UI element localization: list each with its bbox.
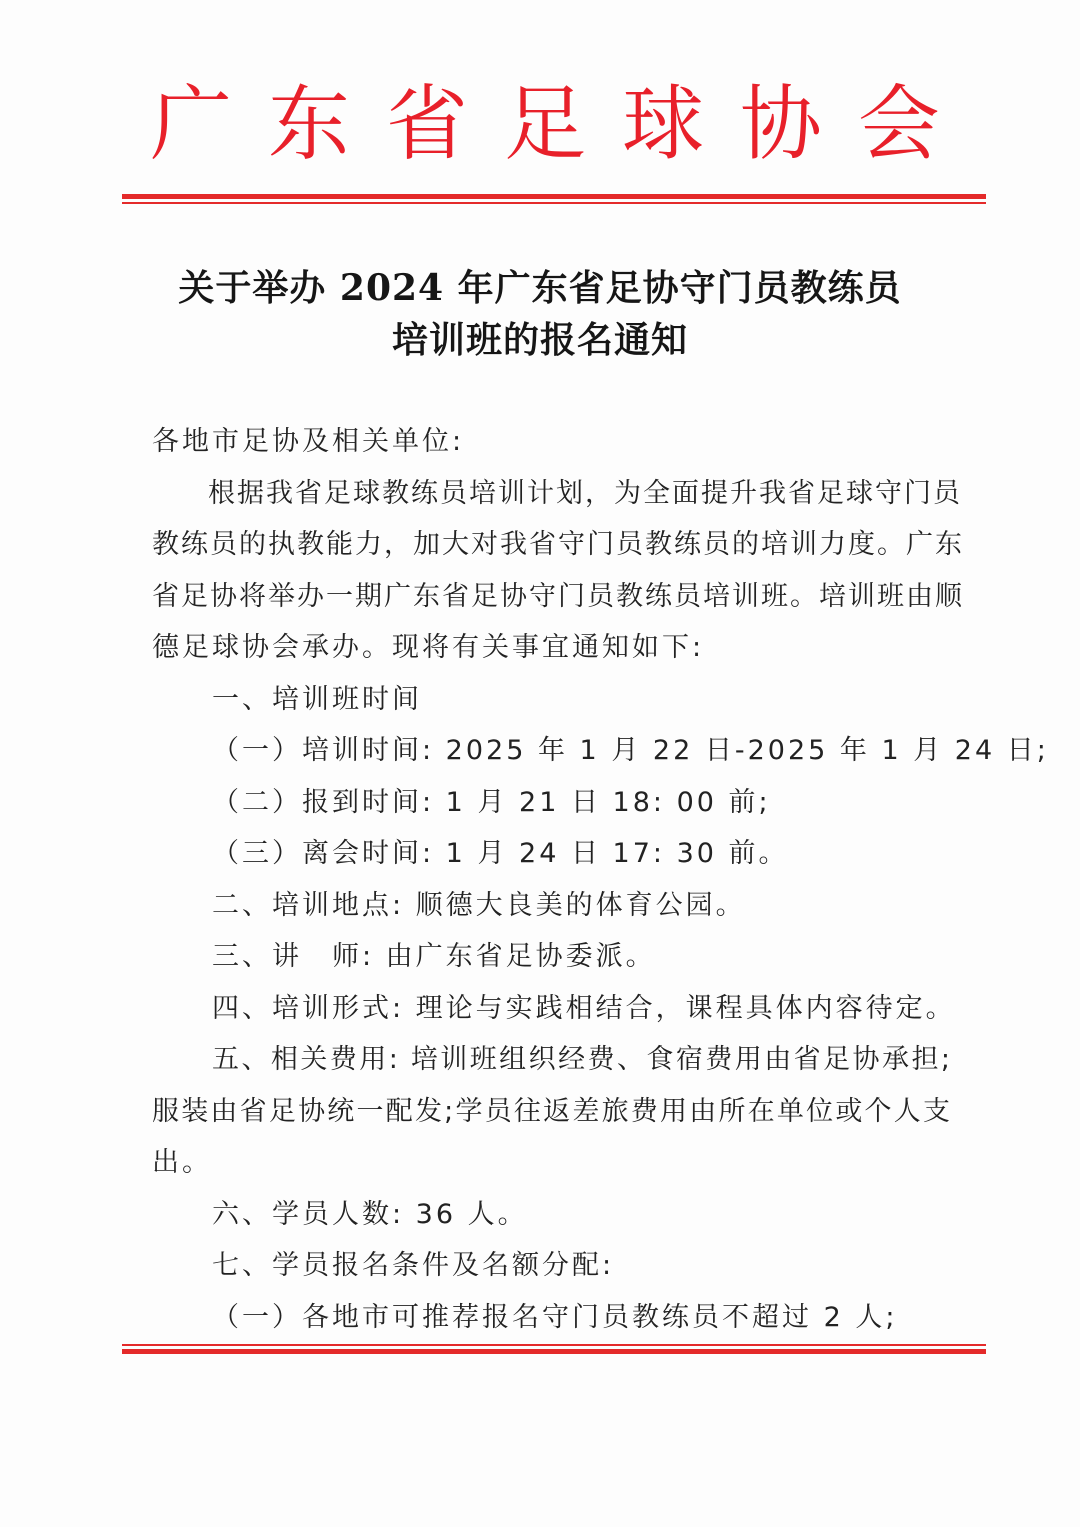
title-line-1: 关于举办 2024 年广东省足协守门员教练员 (178, 267, 902, 309)
section-paragraph-line: 五、相关费用: 培训班组织经费、食宿费用由省足协承担; (212, 1044, 952, 1075)
rule-thin-line (122, 1344, 986, 1346)
section-item: （一）培训时间: 2025 年 1 月 22 日-2025 年 1 月 24 日; (212, 735, 1049, 766)
intro-line: 根据我省足球教练员培训计划，为全面提升我省足球守门员 (208, 477, 962, 509)
letterhead-char: 足 (503, 77, 586, 172)
section-item: （一）各地市可推荐报名守门员教练员不超过 2 人; (212, 1301, 898, 1333)
section-paragraph: 三、讲 师: 由广东省足协委派。 (212, 941, 656, 972)
title-line-2: 培训班的报名通知 (391, 319, 688, 361)
salutation: 各地市足协及相关单位: (152, 426, 465, 457)
letterhead-char: 球 (621, 77, 704, 172)
letterhead-char: 省 (385, 77, 468, 172)
letterhead-char: 东 (267, 77, 350, 172)
document-title (0, 262, 1080, 366)
section-item: （二）报到时间: 1 月 21 日 18: 00 前; (212, 786, 771, 818)
intro-line: 教练员的执教能力，加大对我省守门员教练员的培训力度。广东 (152, 529, 964, 560)
section-heading: 七、学员报名条件及名额分配: (212, 1250, 615, 1281)
section-item: （三）离会时间: 1 月 24 日 17: 30 前。 (212, 838, 789, 869)
rule-thin-line (122, 202, 986, 204)
intro-line: 德足球协会承办。现将有关事宜通知如下: (152, 632, 705, 663)
letterhead-char: 广 (150, 77, 233, 172)
section-paragraph-line: 服装由省足协统一配发;学员往返差旅费用由所在单位或个人支 (152, 1095, 952, 1127)
letterhead-char: 会 (857, 77, 940, 172)
document-body (152, 416, 1049, 1343)
rule-thick-line (122, 194, 986, 199)
section-heading: 一、培训班时间 (212, 683, 422, 715)
section-paragraph: 四、培训形式: 理论与实践相结合，课程具体内容待定。 (212, 992, 956, 1024)
rule-thick-line (122, 1349, 986, 1354)
intro-line: 省足协将举办一期广东省足协守门员教练员培训班。培训班由顺 (152, 580, 964, 612)
letterhead-char: 协 (739, 77, 822, 172)
section-paragraph-line: 出。 (152, 1147, 212, 1178)
section-paragraph: 六、学员人数: 36 人。 (212, 1198, 528, 1230)
section-paragraph: 二、培训地点: 顺德大良美的体育公园。 (212, 889, 746, 921)
footer-red-rule (122, 1344, 986, 1354)
letterhead-red-rule-top (122, 194, 986, 204)
letterhead-org-name (150, 75, 940, 175)
